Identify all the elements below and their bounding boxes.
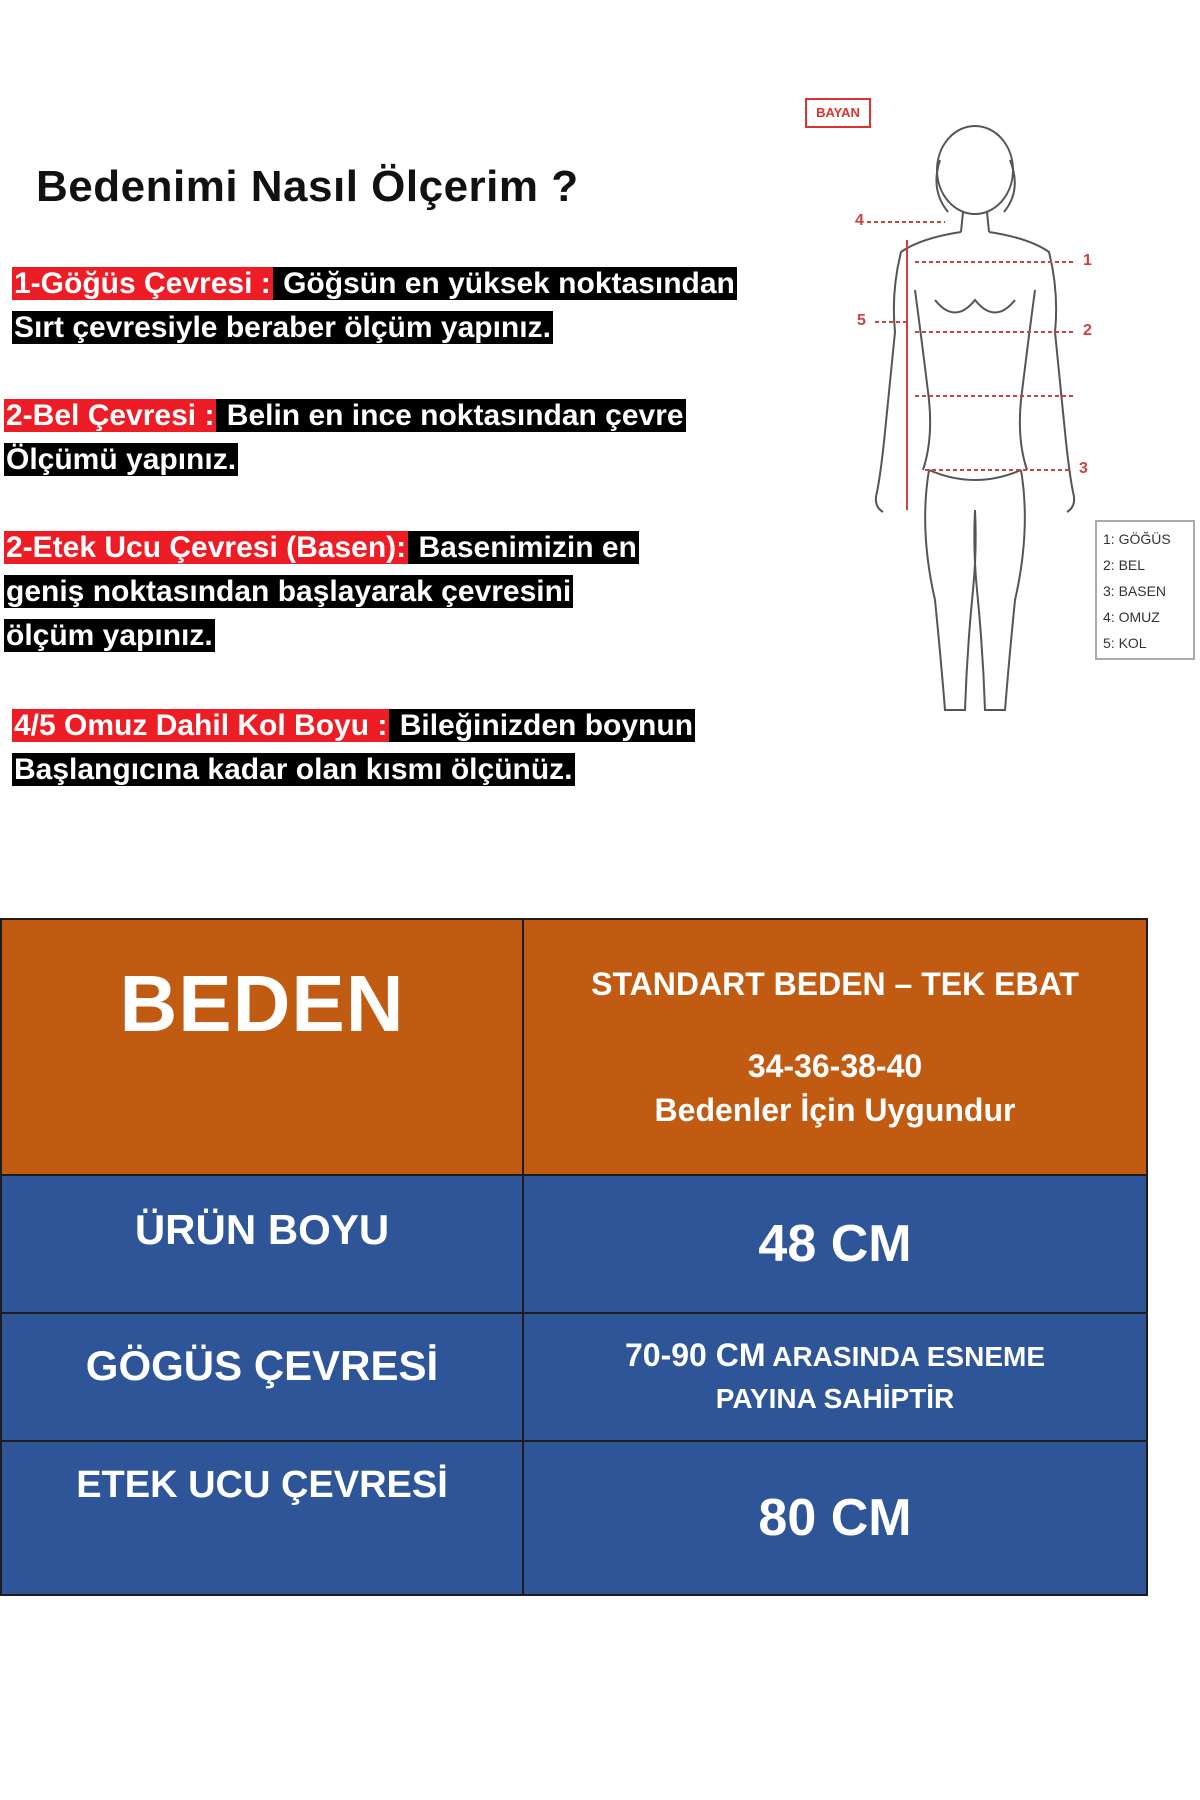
- instruction-text: ölçüm yapınız.: [6, 619, 213, 652]
- marker-1: 1: [1083, 252, 1092, 269]
- legend-item: 5: KOL: [1103, 635, 1147, 651]
- row-value-line2: PAYINA SAHİPTİR: [715, 1383, 955, 1414]
- header-size-range: 34-36-38-40: [747, 1048, 923, 1084]
- legend-item: 2: BEL: [1103, 557, 1146, 573]
- row-value-strong: 70-90 CM: [624, 1337, 766, 1373]
- instruction-text: Sırt çevresiyle beraber ölçüm yapınız.: [14, 311, 551, 344]
- marker-3: 3: [1079, 460, 1088, 477]
- instruction-waist: [4, 394, 686, 482]
- table-header-row: [1, 919, 1147, 1175]
- bayan-tag: BAYAN: [805, 98, 871, 128]
- body-measurement-figure: [795, 90, 1200, 750]
- row-value: [523, 1313, 1147, 1441]
- size-table: [0, 918, 1148, 1596]
- instruction-arm: [12, 704, 695, 792]
- instruction-text: Göğsün en yüksek noktasından: [274, 267, 735, 300]
- page-title: Bedenimi Nasıl Ölçerim ?: [36, 162, 579, 211]
- table-row: [1, 1313, 1147, 1441]
- marker-2: 2: [1083, 322, 1092, 339]
- row-label: GÖGÜS ÇEVRESİ: [1, 1313, 523, 1441]
- instruction-text: Ölçümü yapınız.: [6, 443, 237, 476]
- legend-item: 3: BASEN: [1103, 583, 1167, 599]
- row-value: 48 CM: [523, 1175, 1147, 1313]
- marker-4: 4: [855, 212, 864, 229]
- instruction-label: 2-Bel Çevresi :: [6, 399, 215, 432]
- row-label: ÜRÜN BOYU: [1, 1175, 523, 1313]
- header-beden: BEDEN: [1, 919, 523, 1175]
- table-row: [1, 1175, 1147, 1313]
- instruction-hip: [4, 526, 639, 658]
- legend-item: 4: OMUZ: [1103, 609, 1160, 625]
- legend-item: 1: GÖĞÜS: [1103, 531, 1171, 547]
- row-label: ETEK UCU ÇEVRESİ: [1, 1441, 523, 1595]
- header-suitable-text: Bedenler İçin Uygundur: [654, 1092, 1016, 1128]
- marker-5: 5: [857, 312, 866, 329]
- table-row: [1, 1441, 1147, 1595]
- row-value-rest: ARASINDA ESNEME: [765, 1341, 1045, 1372]
- header-standard-title: STANDART BEDEN – TEK EBAT: [591, 966, 1079, 1002]
- instruction-label: 1-Göğüs Çevresi :: [14, 267, 271, 300]
- instruction-text: geniş noktasından başlayarak çevresini: [6, 575, 572, 608]
- instruction-chest: [12, 262, 737, 350]
- figure-legend: [1095, 520, 1195, 660]
- header-standard-size: [523, 919, 1147, 1175]
- instruction-text: Başlangıcına kadar olan kısmı ölçünüz.: [14, 753, 573, 786]
- row-value: 80 CM: [523, 1441, 1147, 1595]
- instruction-label: 2-Etek Ucu Çevresi (Basen):: [6, 531, 407, 564]
- instruction-text: Belin en ince noktasından çevre: [218, 399, 684, 432]
- instruction-label: 4/5 Omuz Dahil Kol Boyu :: [14, 709, 388, 742]
- instruction-text: Bileğinizden boynun: [391, 709, 694, 742]
- instruction-text: Basenimizin en: [410, 531, 637, 564]
